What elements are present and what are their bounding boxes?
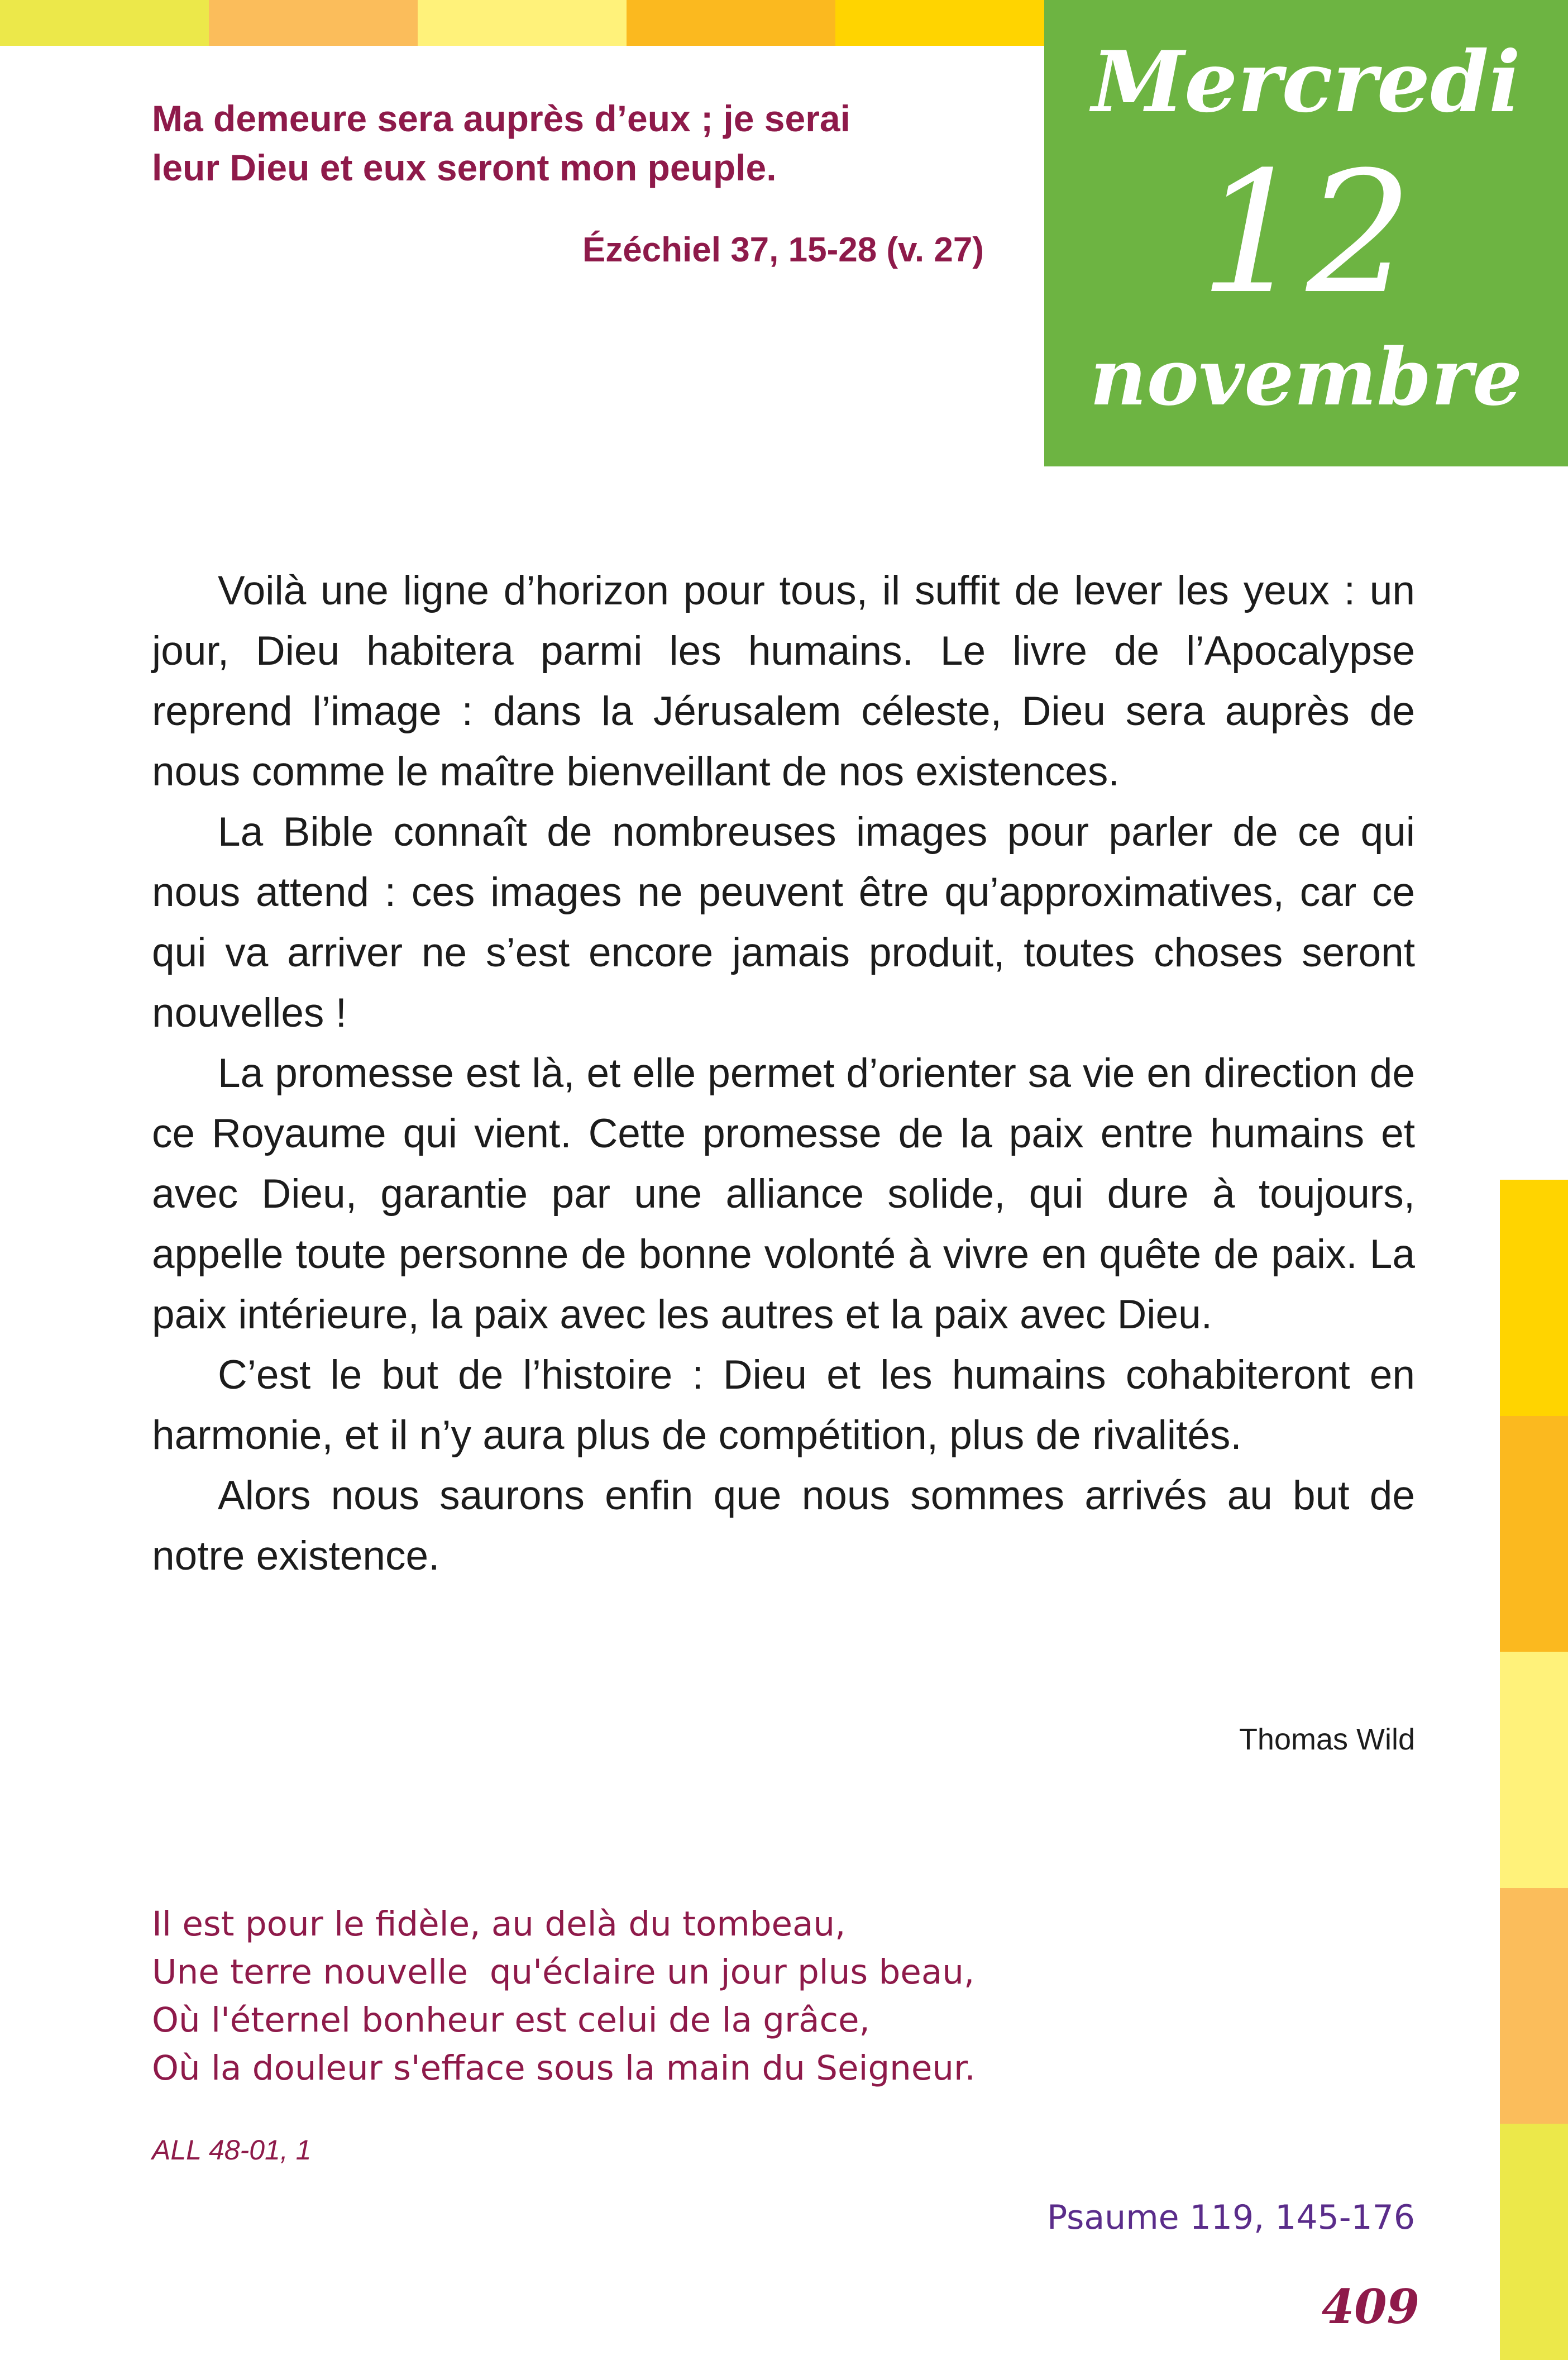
- meditation-paragraph: Alors nous saurons enfin que nous sommes arrivés au but de notre existence.: [152, 1473, 1415, 1579]
- strip-segment: [1500, 1416, 1568, 1652]
- hymn-reference: ALL 48-01, 1: [152, 2134, 312, 2166]
- strip-segment: [627, 0, 835, 46]
- date-day: 12: [1199, 136, 1413, 331]
- hymn-stanza: [152, 1900, 1269, 2092]
- verse-of-the-day: [152, 94, 989, 192]
- meditation-text: [152, 561, 1415, 1586]
- meditation-paragraph: Voilà une ligne d’horizon pour tous, il suffit de lever les yeux : un jour, Dieu habitera parmi les humains. Le livre de l’Apocalypse reprend l’image : dans la Jérusalem céleste, Dieu sera auprès de nous comme le maître bienveillant de nos existences.: [152, 568, 1415, 794]
- meditation-paragraph: C’est le but de l’histoire : Dieu et les humains cohabiteront en harmonie, et il n’y aura plus de compétition, plus de rivalités.: [152, 1352, 1415, 1458]
- strip-segment: [0, 0, 209, 46]
- author-name: Thomas Wild: [1239, 1723, 1415, 1756]
- date-month: novembre: [1089, 332, 1523, 423]
- verse-reference: Ézéchiel 37, 15-28 (v. 27): [582, 231, 984, 269]
- date-weekday: Mercredi: [1091, 33, 1521, 131]
- hymn-line: Il est pour le fidèle, au delà du tombeau,: [152, 1904, 846, 1944]
- hymn-line: Où l'éternel bonheur est celui de la grâce,: [152, 2000, 870, 2040]
- date-box: [1044, 0, 1568, 466]
- strip-segment: [1500, 1652, 1568, 1888]
- meditation-paragraph: La Bible connaît de nombreuses images pour parler de ce qui nous attend : ces images ne peuvent être qu’approximatives, car ce qui va arriver ne s’est encore jamais produit, toutes choses seront nouvelles !: [152, 809, 1415, 1036]
- verse-line: Ma demeure sera auprès d’eux ; je serai: [152, 98, 850, 139]
- strip-segment: [835, 0, 1044, 46]
- top-color-strip: [0, 0, 1044, 46]
- strip-segment: [1500, 1180, 1568, 1416]
- verse-line: leur Dieu et eux seront mon peuple.: [152, 147, 777, 188]
- strip-segment: [1500, 1888, 1568, 2124]
- strip-segment: [1500, 2124, 1568, 2360]
- hymn-line: Une terre nouvelle qu'éclaire un jour plus beau,: [152, 1952, 975, 1992]
- hymn-line: Où la douleur s'efface sous la main du Seigneur.: [152, 2048, 976, 2088]
- strip-segment: [209, 0, 418, 46]
- strip-segment: [418, 0, 627, 46]
- side-color-strip: [1500, 1180, 1568, 2360]
- page-number: 409: [1321, 2279, 1419, 2334]
- daily-reading: Psaume 119, 145-176: [1047, 2198, 1415, 2237]
- meditation-paragraph: La promesse est là, et elle permet d’orienter sa vie en direction de ce Royaume qui vient. Cette promesse de la paix entre humains et avec Dieu, garantie par une alliance solide, qui dure à toujours, appelle toute personne de bonne volonté à vivre en quête de paix. La paix intérieure, la paix avec les autres et la paix avec Dieu.: [152, 1051, 1415, 1337]
